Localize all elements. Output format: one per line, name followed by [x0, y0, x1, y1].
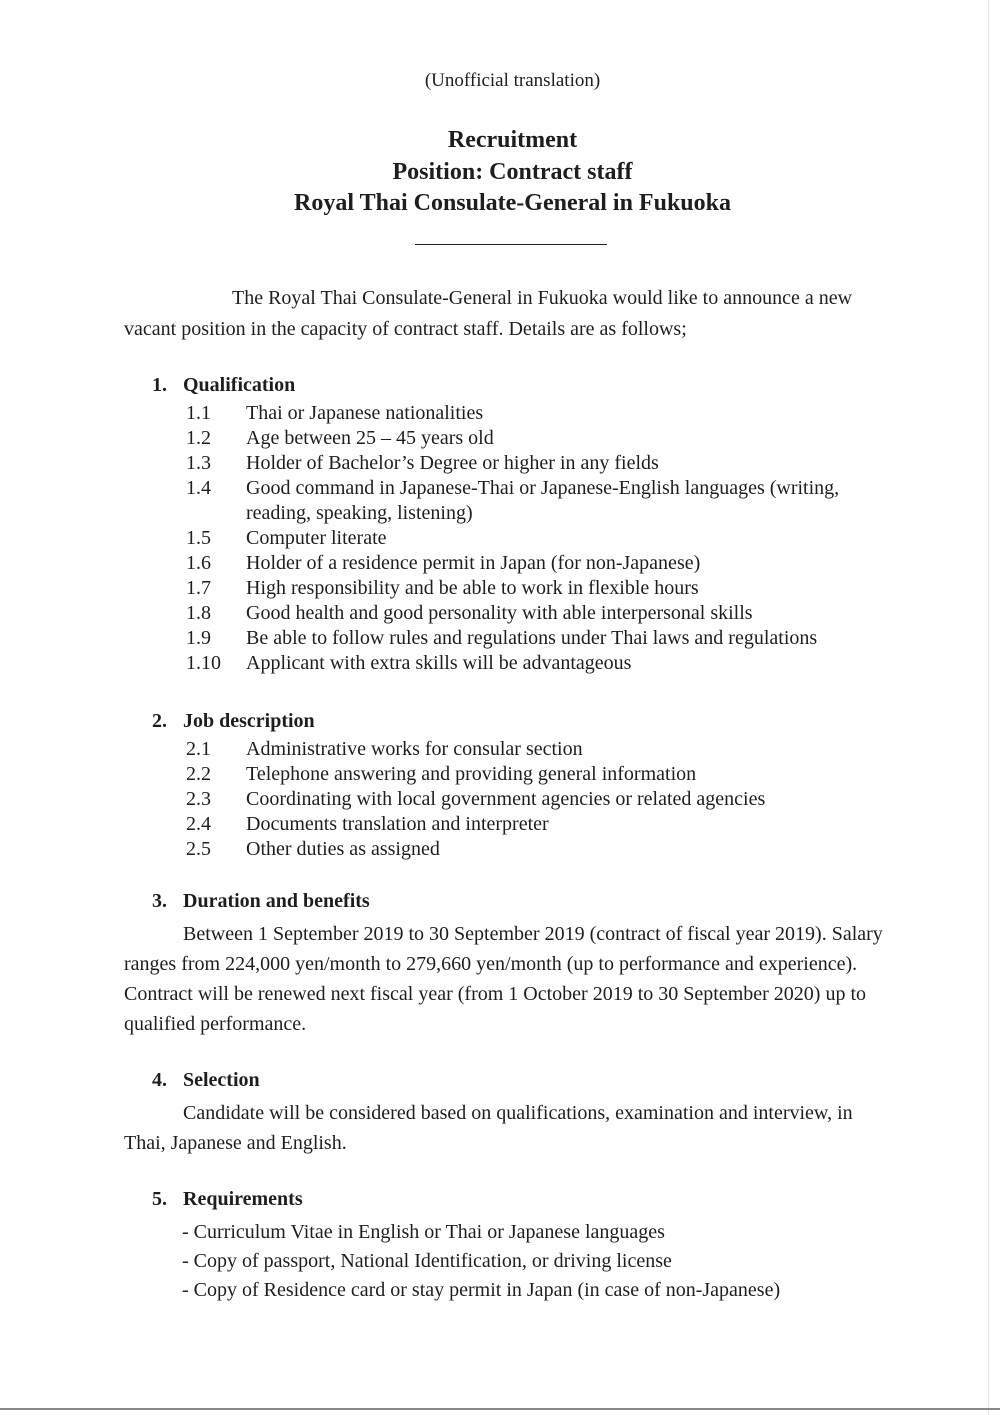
- translation-note: (Unofficial translation): [424, 70, 601, 91]
- item-number: 1.9: [186, 627, 211, 649]
- item-text: Holder of Bachelor’s Degree or higher in any fields: [246, 452, 659, 474]
- list-item: - Curriculum Vitae in English or Thai or Japanese languages: [182, 1221, 665, 1243]
- job-list: [186, 737, 906, 862]
- position-title: Position: Contract staff: [392, 159, 633, 185]
- list-item: [186, 787, 906, 812]
- list-item: [186, 762, 906, 787]
- page-edge-bottom: [0, 1408, 1000, 1410]
- section-requirements-heading: [152, 1188, 303, 1211]
- list-item: [186, 576, 906, 601]
- section-title: Job description: [183, 710, 315, 732]
- item-text: Holder of a residence permit in Japan (for non-Japanese): [246, 552, 701, 574]
- list-item: [186, 626, 906, 651]
- item-text: Be able to follow rules and regulations under Thai laws and regulations: [246, 627, 818, 649]
- section-number: 2.: [152, 710, 167, 732]
- requirements-list: [182, 1218, 902, 1305]
- list-item: [186, 426, 906, 451]
- list-item: [186, 651, 906, 676]
- section-number: 4.: [152, 1069, 167, 1091]
- list-item: [186, 837, 906, 862]
- list-item: [186, 737, 906, 762]
- page-edge-right: [988, 0, 989, 1415]
- selection-text: Candidate will be considered based on qualifications, examination and interview, in Thai, Japanese and English.: [124, 1102, 853, 1154]
- item-number: 2.3: [186, 788, 211, 810]
- item-number: 2.5: [186, 838, 211, 860]
- item-number: 2.2: [186, 763, 211, 785]
- qualification-list: [186, 401, 906, 676]
- item-text: Documents translation and interpreter: [246, 813, 549, 835]
- list-item: - Copy of passport, National Identification, or driving license: [182, 1250, 672, 1272]
- list-item: - Copy of Residence card or stay permit in Japan (in case of non-Japanese): [182, 1279, 781, 1301]
- item-number: 2.1: [186, 738, 211, 760]
- section-title: Qualification: [183, 374, 296, 396]
- title-underline: [415, 244, 607, 245]
- list-item: [186, 401, 906, 426]
- item-text: Age between 25 – 45 years old: [246, 427, 494, 449]
- item-number: 1.4: [186, 477, 211, 499]
- item-number: 1.8: [186, 602, 211, 624]
- item-text: Coordinating with local government agencies or related agencies: [246, 788, 766, 810]
- item-text: High responsibility and be able to work in flexible hours: [246, 577, 699, 599]
- section-qualification-heading: [152, 374, 295, 397]
- item-text: Applicant with extra skills will be advantageous: [246, 652, 632, 674]
- section-number: 3.: [152, 890, 167, 912]
- section-number: 5.: [152, 1188, 167, 1210]
- item-text: Thai or Japanese nationalities: [246, 402, 484, 424]
- section-duration-heading: [152, 890, 370, 913]
- list-item: [186, 601, 906, 626]
- office-title: Royal Thai Consulate-General in Fukuoka: [294, 190, 731, 216]
- item-text: Good command in Japanese-Thai or Japanese-English languages (writing, reading, speaking, listening): [246, 477, 840, 524]
- item-text: Computer literate: [246, 527, 387, 549]
- section-number: 1.: [152, 374, 167, 396]
- selection-paragraph: [124, 1098, 894, 1158]
- item-text: Administrative works for consular section: [246, 738, 583, 760]
- item-number: 1.7: [186, 577, 211, 599]
- section-title: Requirements: [183, 1188, 303, 1210]
- list-item: [186, 476, 906, 526]
- item-text: Good health and good personality with able interpersonal skills: [246, 602, 753, 624]
- section-job-heading: [152, 710, 315, 733]
- item-text: Telephone answering and providing general information: [246, 763, 697, 785]
- item-number: 1.2: [186, 427, 211, 449]
- list-item: [186, 451, 906, 476]
- item-number: 1.1: [186, 402, 211, 424]
- document-title: Recruitment: [447, 127, 578, 153]
- item-number: 1.6: [186, 552, 211, 574]
- duration-paragraph: [124, 919, 894, 1039]
- list-item: [186, 812, 906, 837]
- intro-text: The Royal Thai Consulate-General in Fukuoka would like to announce a new vacant position in the capacity of contract staff. Details are as follows;: [124, 287, 853, 340]
- duration-text: Between 1 September 2019 to 30 September 2019 (contract of fiscal year 2019). Salary ranges from 224,000 yen/month to 279,660 yen/month (up to performance and experience). Contract will be renewed next fiscal year (from 1 October 2019 to 30 September 2020) up to qualified performance.: [124, 923, 883, 1035]
- list-item: [186, 526, 906, 551]
- item-number: 1.3: [186, 452, 211, 474]
- section-title: Selection: [183, 1069, 260, 1091]
- item-text: Other duties as assigned: [246, 838, 440, 860]
- intro-paragraph: [124, 283, 894, 345]
- section-selection-heading: [152, 1069, 260, 1092]
- item-number: 1.5: [186, 527, 211, 549]
- list-item: [186, 551, 906, 576]
- section-title: Duration and benefits: [183, 890, 370, 912]
- item-number: 1.10: [186, 652, 221, 674]
- item-number: 2.4: [186, 813, 211, 835]
